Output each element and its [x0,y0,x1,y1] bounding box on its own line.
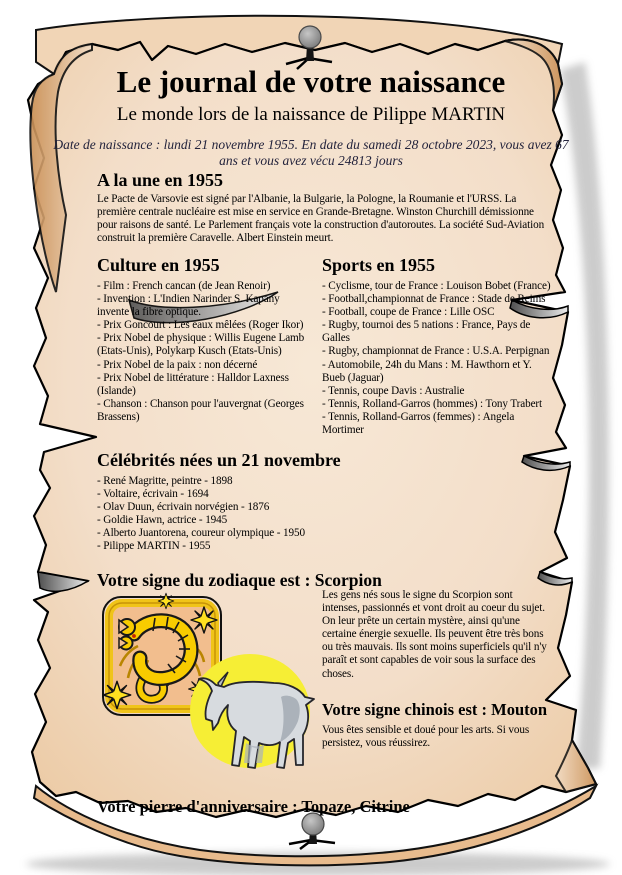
culture-section [97,255,311,437]
list-item: - Automobile, 24h du Mans : M. Hawthorn et Y. Bueb (Jaguar) [322,358,532,384]
headline-heading: A la une en 1955 [97,170,224,190]
list-item: - Football, coupe de France : Lille OSC [322,306,495,319]
list-item: - Rugby, championnat de France : U.S.A. Perpignan [322,345,550,358]
headline-section [97,170,549,245]
list-item: - Rugby, tournoi des 5 nations : France, Pays de Galles [322,319,531,345]
list-item: - Cyclisme, tour de France : Louison Bobet (France) [322,280,551,292]
culture-heading: Culture en 1955 [97,255,220,275]
list-item: - Voltaire, écrivain - 1694 [97,488,209,501]
zodiac-description: Les gens nés sous le signe du Scorpion sont intenses, passionnés et vont droit au coeur du sujet. On leur prête un certain mystère, ainsi qu'une certaine énergie sexuelle. Ils peuvent être très bons ou très mauvais. Ils sont moins superficiels qu'il n'y paraît et sont capables de voir sous la surface des choses. [322,589,547,680]
list-item: - Invention : L'Indien Narinder S. Kapany invente la fibre optique. [97,293,280,319]
list-item: - Film : French cancan (de Jean Renoir) [97,280,271,292]
goat-mouton-image [186,651,318,777]
list-item: - Olav Duun, écrivain norvégien - 1876 [97,501,270,514]
sports-section [322,255,554,437]
header-block [40,64,582,127]
celebrities-section [97,450,549,554]
list-item: - Prix Goncourt : Les eaux mêlées (Roger Ikor) [97,319,304,332]
chinese-sign-description: Vous êtes sensible et doué pour les arts. Si vous persistez, vous réussirez. [322,724,530,750]
celebrities-heading: Célébrités nées un 21 novembre [97,450,341,470]
list-item: - Goldie Hawn, actrice - 1945 [97,514,228,527]
page-title: Le journal de votre naissance [116,64,506,99]
list-item: - René Magritte, peintre - 1898 [97,475,233,487]
list-item: - Tennis, coupe Davis : Australie [322,384,465,397]
headline-body: Le Pacte de Varsovie est signé par l'Albanie, la Bulgarie, la Pologne, la Roumanie et l'URSS. La première centrale nucléaire est mise en service en Grande-Bretagne. Winston Churchill démissionne pour raisons de santé. Le Parlement français vote la construction d'autoroutes. La société Sud-Aviation construit la première Caravelle. Albert Einstein meurt. [97,193,545,245]
list-item: - Pilippe MARTIN - 1955 [97,540,211,553]
birthstone-heading: Votre pierre d'anniversaire : Topaze, Citrine [97,797,410,816]
zodiac-heading: Votre signe du zodiaque est : Scorpion [97,570,382,590]
year-columns [97,255,557,437]
list-item: - Prix Nobel de littérature : Halldor Laxness (Islande) [97,371,289,397]
list-item: - Tennis, Rolland-Garros (femmes) : Angela Mortimer [322,410,515,437]
list-item: - Prix Nobel de physique : Willis Eugene Lamb (Etats-Unis), Polykarp Kusch (Etats-Unis) [97,332,305,358]
list-item: - Chanson : Chanson pour l'auvergnat (Georges Brassens) [97,397,304,423]
list-item: - Football,championnat de France : Stade de Reims [322,293,546,306]
chinese-sign-heading: Votre signe chinois est : Mouton [322,700,548,719]
list-item: - Prix Nobel de la paix : non décerné [97,358,258,371]
list-item: - Alberto Juantorena, coureur olympique - 1950 [97,527,305,540]
sports-heading: Sports en 1955 [322,255,436,275]
page-subtitle: Le monde lors de la naissance de Pilippe MARTIN [116,104,506,125]
list-item: - Tennis, Rolland-Garros (hommes) : Tony Trabert [322,397,543,410]
birthdate-line: Date de naissance : lundi 21 novembre 1955. En date du samedi 28 octobre 2023, vous avez 67 ans et vous avez vécu 24813 jours [53,137,569,168]
